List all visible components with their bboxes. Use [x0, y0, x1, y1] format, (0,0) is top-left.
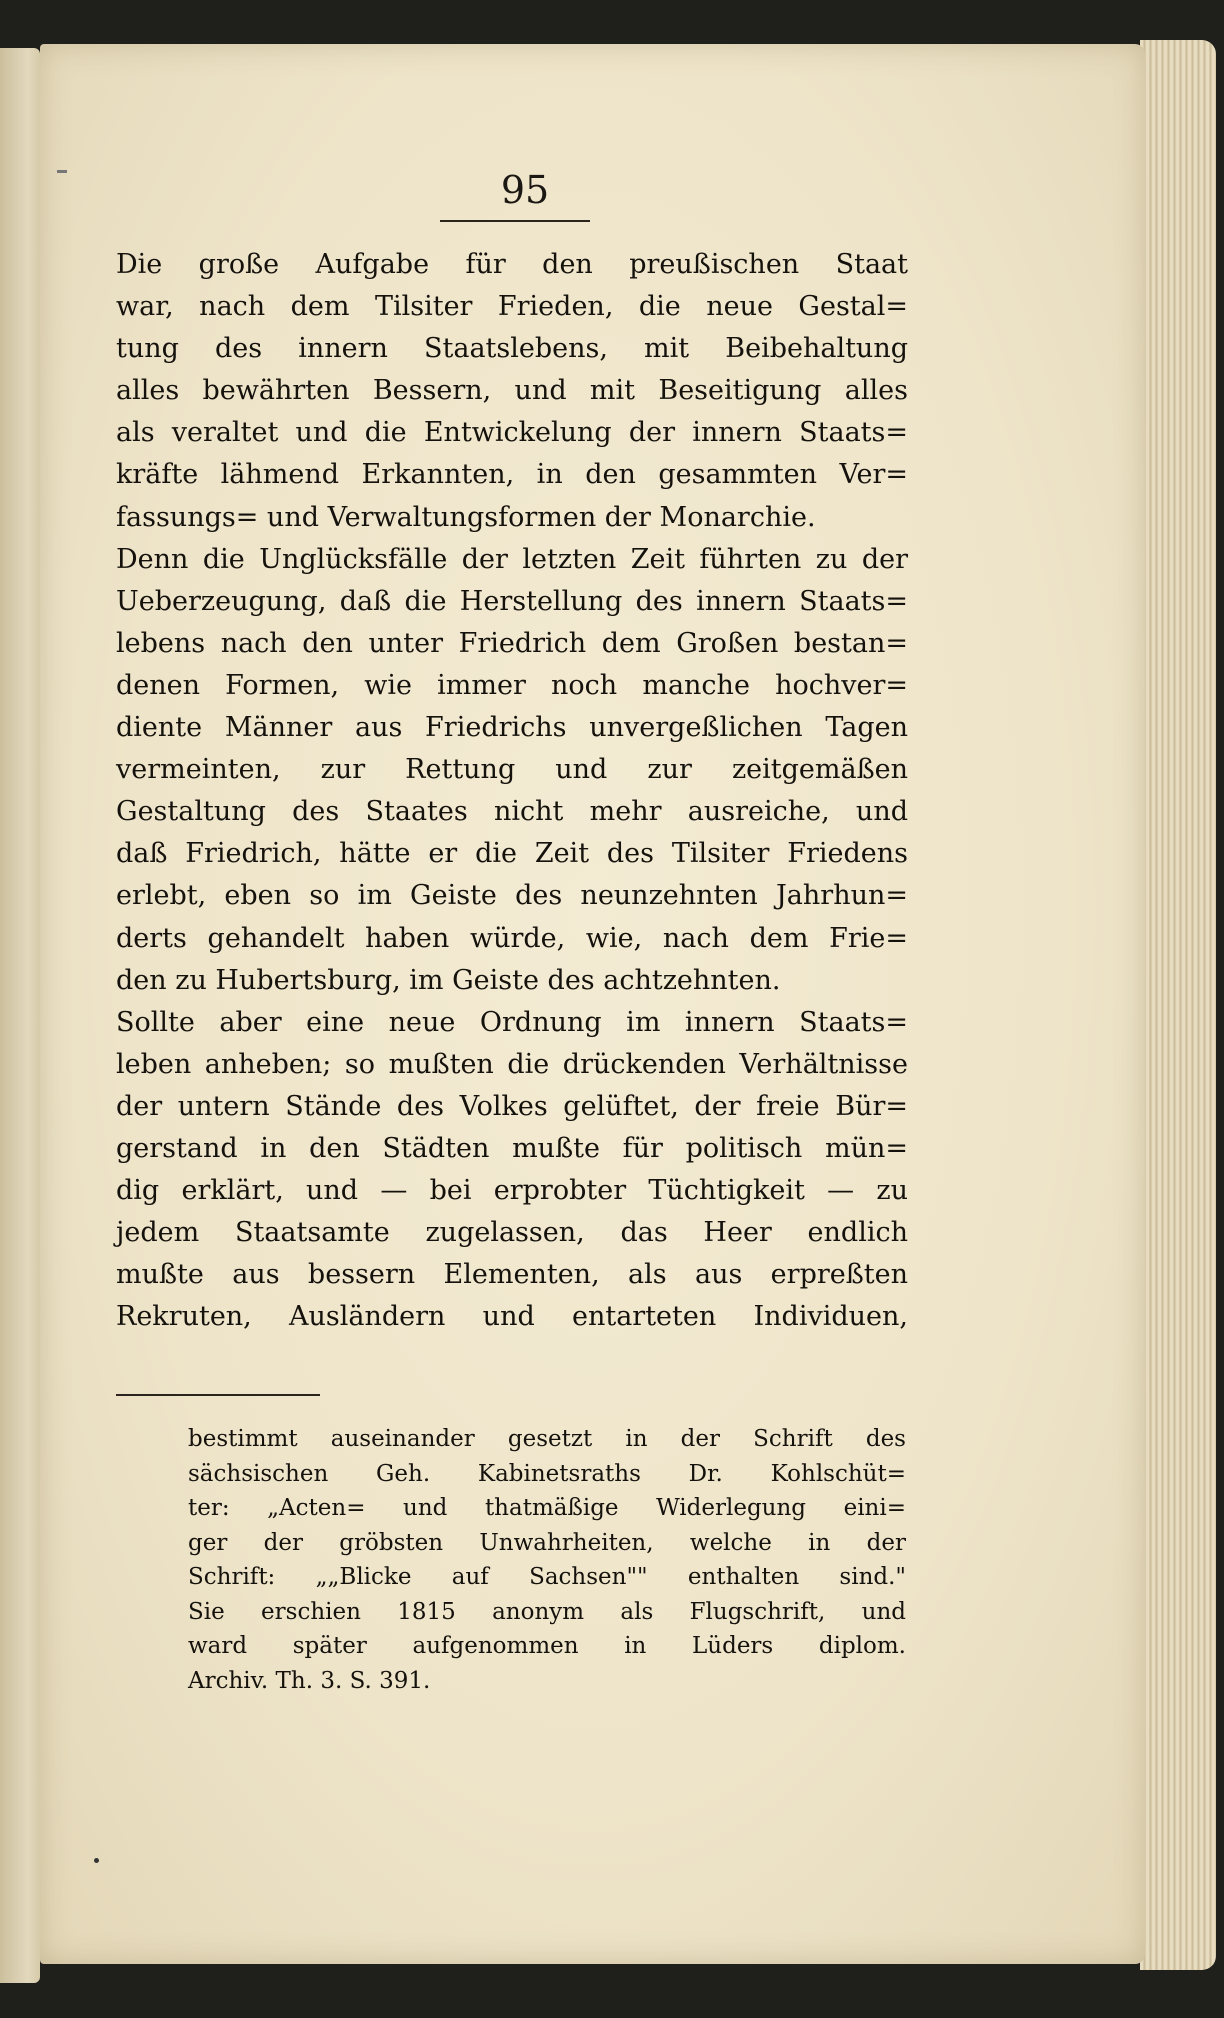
body-line: mußte aus bessern Elementen, als aus erpreßten: [116, 1259, 908, 1291]
page-number-rule: [440, 220, 590, 222]
body-line: als veraltet und die Entwickelung der innern Staats=: [116, 417, 908, 449]
body-text: [116, 244, 908, 1338]
ink-speck: [94, 1858, 99, 1863]
footnote-line: Schrift: „„Blicke auf Sachsen"" enthalten sind.": [188, 1564, 906, 1590]
body-line: Rekruten, Ausländern und entarteten Individuen,: [116, 1301, 908, 1333]
body-line: Gestaltung des Staates nicht mehr ausreiche, und: [116, 796, 908, 828]
footnote-line: ger der gröbsten Unwahrheiten, welche in der: [188, 1529, 906, 1556]
previous-page-edge: [0, 48, 40, 1983]
body-line: Denn die Unglücksfälle der letzten Zeit führten zu der: [116, 543, 908, 575]
footnote-line: ter: „Acten= und thatmäßige Widerlegung eini=: [188, 1495, 906, 1521]
body-line: war, nach dem Tilsiter Frieden, die neue Gestal=: [116, 291, 908, 323]
footnote: [188, 1422, 906, 1698]
body-line: derts gehandelt haben würde, wie, nach dem Frie=: [116, 922, 908, 954]
body-line: kräfte lähmend Erkannten, in den gesammten Ver=: [116, 459, 908, 491]
body-line: vermeinten, zur Rettung und zur zeitgemäßen: [116, 754, 908, 786]
body-line: erlebt, eben so im Geiste des neunzehnten Jahrhun=: [116, 880, 908, 912]
body-line: fassungs= und Verwaltungsformen der Monarchie.: [116, 501, 816, 533]
margin-mark: [57, 170, 67, 173]
body-line: Die große Aufgabe für den preußischen Staat: [116, 249, 908, 280]
page-stack-edge: [1140, 40, 1216, 1970]
body-line: den zu Hubertsburg, im Geiste des achtzehnten.: [116, 964, 781, 996]
body-line: gerstand in den Städten mußte für politisch mün=: [116, 1132, 908, 1164]
body-line: lebens nach den unter Friedrich dem Großen bestan=: [116, 627, 908, 659]
body-line: leben anheben; so mußten die drückenden Verhältnisse: [116, 1048, 908, 1080]
body-line: Sollte aber eine neue Ordnung im innern Staats=: [116, 1006, 908, 1038]
page-number: 95: [500, 168, 550, 212]
footnote-line: bestimmt auseinander gesetzt in der Schrift des: [188, 1426, 906, 1452]
footnote-line: Sie erschien 1815 anonym als Flugschrift, und: [188, 1598, 906, 1625]
footnote-line: sächsischen Geh. Kabinetsraths Dr. Kohlschüt=: [188, 1460, 906, 1487]
footnote-rule: [116, 1394, 320, 1396]
body-line: jedem Staatsamte zugelassen, das Heer endlich: [116, 1217, 908, 1249]
body-line: denen Formen, wie immer noch manche hochver=: [116, 669, 908, 701]
body-line: dig erklärt, und — bei erprobter Tüchtigkeit — zu: [116, 1175, 908, 1207]
footnote-line: Archiv. Th. 3. S. 391.: [188, 1667, 431, 1694]
body-line: tung des innern Staatslebens, mit Beibehaltung: [116, 333, 908, 365]
body-line: daß Friedrich, hätte er die Zeit des Tilsiter Friedens: [116, 838, 908, 870]
body-line: Ueberzeugung, daß die Herstellung des innern Staats=: [116, 585, 908, 617]
body-line: diente Männer aus Friedrichs unvergeßlichen Tagen: [116, 712, 908, 744]
body-line: alles bewährten Bessern, und mit Beseitigung alles: [116, 375, 908, 407]
body-line: der untern Stände des Volkes gelüftet, der freie Bür=: [116, 1090, 908, 1122]
footnote-line: ward später aufgenommen in Lüders diplom.: [188, 1633, 906, 1659]
